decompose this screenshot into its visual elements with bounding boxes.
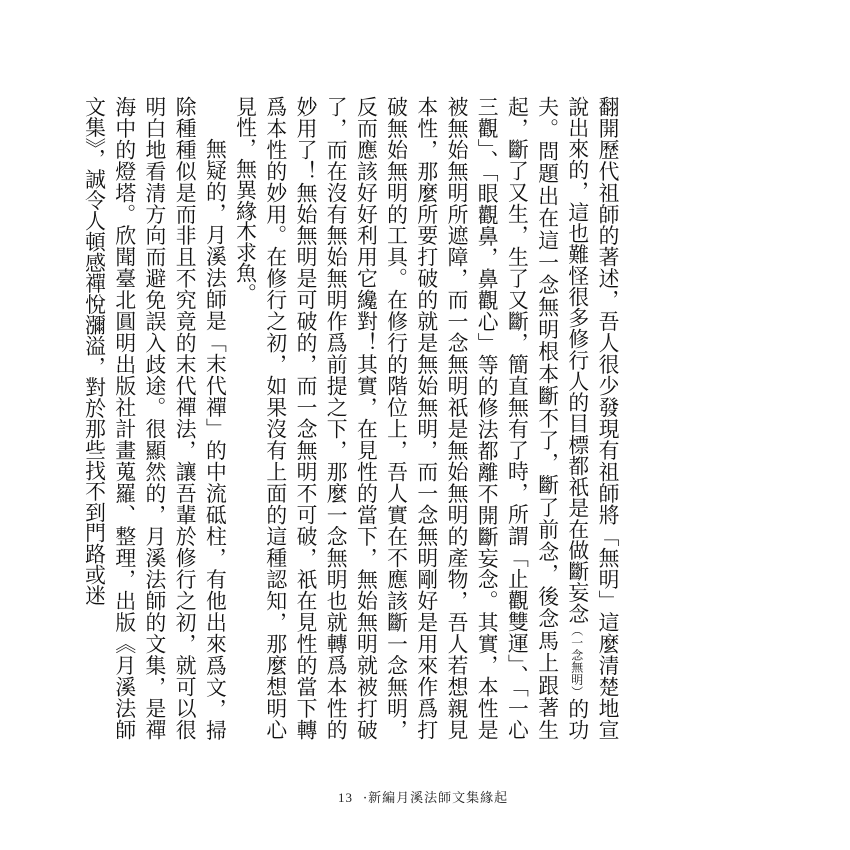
inline-annotation: （一念無明） bbox=[569, 624, 584, 699]
paragraph-1-part-3: 的功夫。問題出在這一念無明根本斷不了，斷了前念，後念馬上跟著生起，斷了又生，生了又斷，簡直無有了時，所謂「止觀雙運」、「一心三觀」、「眼觀鼻，鼻觀心」等的修法都離不開斷妄念。其實，本性是被無始無明所遮障，而一念無明祇是無始無明的產物，吾人若想親見本性，那麼所要打破的就是無始無明，而一念無明剛好是用來作爲打破無始無明的工具。在修行的階位上，吾人實在不應該斷一念無明，反而應該好好利用它纔對！其實，在見性的當下，無始無明就被打破了，而在沒有無始無明作爲前提之下，那麼一念無明也就轉爲本性的妙用了！無始無明是可破的，而一念無明不可破，祇在見性的當下轉爲本性的妙用。在修行之初，如果沒有上面的這種認知，那麼想明心見性，無異緣木求魚。 bbox=[232, 96, 589, 741]
paragraph-2-part-1: 無疑的，月溪法師是「末代禪」的中流砥柱，有他出來爲文，掃除種種似是而非且不究竟的末代禪法，讓吾輩於修行之初，就可以很明白地看清方向而避免誤入歧途。很顯然的，月溪法師的文集，是禪海中的燈塔。欣聞臺北圓明出版社計畫蒐羅、整理，出版《月溪法師文集》，誠令人頓感禪悅瀰溢，對於那些找不到門路或迷 bbox=[81, 96, 227, 740]
vertical-text-block bbox=[81, 96, 622, 741]
page-number: 13 bbox=[338, 790, 353, 805]
page-footer bbox=[338, 787, 508, 806]
paragraph-1 bbox=[229, 96, 622, 740]
paragraph-2 bbox=[78, 96, 229, 740]
paragraph-1-part-1: 翻開歷代祖師的著述，吾人很少發現有祖師將「無明」這麼清楚地宣說出來的，這也難怪很多修行人的目標都祇是在做斷妄念 bbox=[564, 96, 619, 740]
running-title: ·新編月溪法師文集緣起 bbox=[363, 791, 509, 806]
